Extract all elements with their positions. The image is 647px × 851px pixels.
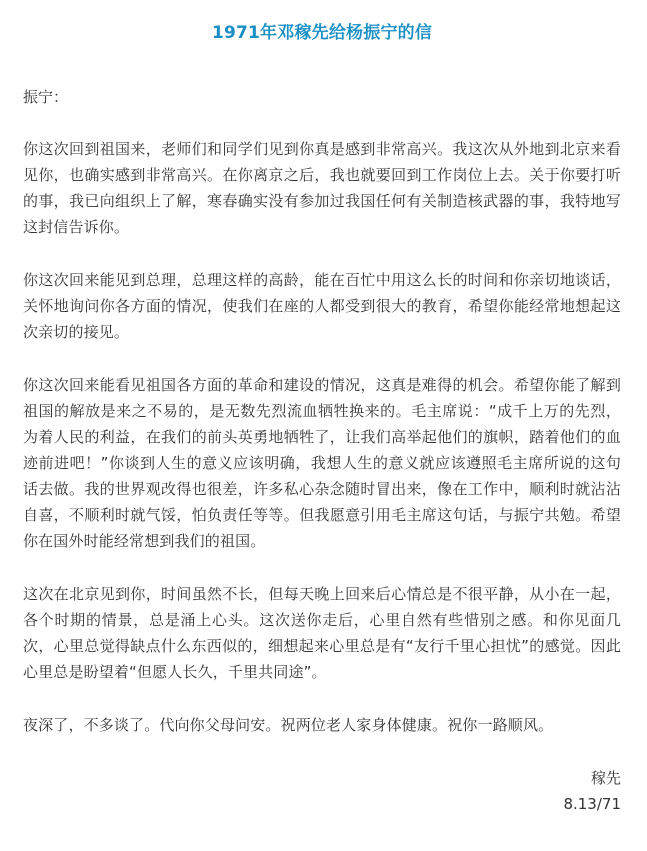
letter-paragraph-3: 你这次回来能看见祖国各方面的革命和建设的情况，这真是难得的机会。希望你能了解到祖国的解放是来之不易的，是无数先烈流血牺牲换来的。毛主席说：“成千上万的先烈，为着人民的利益，在我们的前头英勇地牺牲了，让我们高举起他们的旗帜，踏着他们的血迹前进吧！”你谈到人生的意义应该明确，我想人生的意义就应该遵照毛主席所说的这句话去做。我的世界观改得也很差，许多私心杂念随时冒出来，像在工作中，顺利时就沾沾自喜，不顺利时就气馁，怕负责任等等。但我愿意引用毛主席这句话，与振宁共勉。希望你在国外时能经常想到我们的祖国。 bbox=[23, 376, 621, 550]
letter-paragraph-5: 夜深了，不多谈了。代向你父母问安。祝两位老人家身体健康。祝你一路顺风。 bbox=[23, 716, 554, 734]
letter-paragraph-2: 你这次回来能见到总理，总理这样的高龄，能在百忙中用这么长的时间和你亲切地谈话，关怀地询问你各方面的情况，使我们在座的人都受到很大的教育，希望你能经常地想起这次亲切的接见。 bbox=[23, 271, 621, 341]
letter-salutation: 振宁： bbox=[23, 88, 69, 106]
letter-date: 8.13/71 bbox=[563, 795, 621, 813]
letter-paragraph-1: 你这次回到祖国来，老师们和同学们见到你真是感到非常高兴。我这次从外地到北京来看见你，也确实感到非常高兴。在你离京之后，我也就要回到工作岗位上去。关于你要打听的事，我已向组织上了解，寒春确实没有参加过我国任何有关制造核武器的事，我特地写这封信告诉你。 bbox=[23, 140, 621, 236]
letter-title: 1971年邓稼先给杨振宁的信 bbox=[211, 23, 433, 43]
letter-paragraph-4: 这次在北京见到你，时间虽然不长，但每天晚上回来后心情总是不很平静，从小在一起，各个时期的情景，总是涌上心头。这次送你走后，心里自然有些惜别之感。和你见面几次，心里总觉得缺点什么东西似的，细想起来心里总是有“友行千里心担忧”的感觉。因此心里总是盼望着“但愿人长久，千里共同途”。 bbox=[23, 585, 621, 681]
letter-signature: 稼先 bbox=[590, 769, 621, 787]
